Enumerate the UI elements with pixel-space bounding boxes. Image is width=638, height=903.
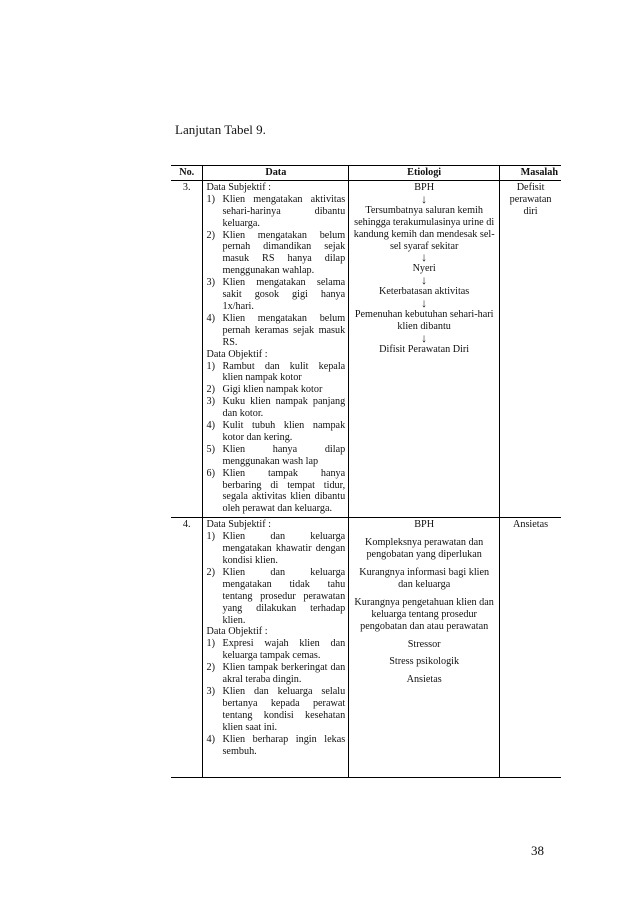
list-item — [206, 468, 345, 516]
table-header-row — [171, 166, 561, 181]
data-cell — [203, 518, 349, 778]
table-row — [171, 180, 561, 517]
etiologi-step: BPH — [414, 519, 435, 531]
objektif-label: Data Objektif : — [206, 626, 268, 638]
etiologi-step: Pemenuhan kebutuhan sehari-hari klien dibantu — [354, 309, 494, 333]
header-etiologi: Etiologi — [349, 166, 500, 181]
item-text: Klien dan keluarga mengatakan tidak tahu tentang prosedur perawatan yang dilakukan terhadap klien. — [222, 566, 346, 626]
item-text: Klien tampak berkeringat dan akral teraba dingin. — [222, 662, 346, 686]
etiologi-step: Tersumbatnya saluran kemih sehingga terakumulasinya urine di kandung kemih dan mendesak sel-sel syaraf sekitar — [353, 204, 495, 252]
subjektif-list — [206, 531, 345, 626]
item-text: Expresi wajah klien dan keluarga tampak cemas. — [222, 638, 346, 662]
item-number: 6) — [206, 467, 215, 479]
item-text: Klien tampak hanya berbaring di tempat tidur, segala aktivitas klien dibantu oleh perawat dan keluarga. — [222, 467, 346, 515]
table-row — [171, 518, 561, 778]
item-text: Kuku klien nampak panjang dan kotor. — [222, 396, 346, 420]
etiologi-step: Kurangnya pengetahuan klien dan keluarga tentang prosedur pengobatan dan atau perawatan — [354, 596, 494, 632]
item-number: 1) — [206, 531, 215, 543]
list-item — [206, 361, 345, 385]
item-number: 2) — [206, 662, 215, 674]
data-cell — [203, 180, 349, 517]
list-item — [206, 396, 345, 420]
objektif-list — [206, 361, 345, 516]
item-text: Klien berharap ingin lekas sembuh. — [222, 733, 346, 757]
arrow-down-icon: ↓ — [421, 331, 428, 346]
item-number: 1) — [206, 193, 215, 205]
row-number: 3. — [171, 180, 203, 517]
item-text: Gigi klien nampak kotor — [222, 384, 323, 396]
arrow-down-icon: ↓ — [421, 296, 428, 311]
list-item — [206, 194, 345, 230]
item-text: Klien dan keluarga mengatakan khawatir dengan kondisi klien. — [222, 531, 346, 566]
objektif-list — [206, 638, 345, 757]
etiologi-step: Stressor — [407, 638, 441, 650]
item-text: Klien mengatakan belum pernah dimandikan sejak masuk RS hanya dilap menggunakan wahlap. — [222, 229, 346, 277]
item-text: Kulit tubuh klien nampak kotor dan kering. — [222, 420, 346, 443]
item-text: Klien dan keluarga selalu bertanya kepada perawat tentang kondisi kesehatan klien saat ini. — [222, 685, 346, 733]
item-number: 3) — [206, 277, 215, 289]
subjektif-label: Data Subjektif : — [206, 519, 271, 531]
subjektif-label: Data Subjektif : — [206, 181, 271, 193]
item-text: Klien mengatakan belum pernah keramas sejak masuk RS. — [222, 312, 346, 348]
item-text: Klien mengatakan aktivitas sehari-harinya dibantu keluarga. — [222, 193, 346, 229]
list-item — [206, 567, 345, 627]
item-number: 3) — [206, 396, 215, 408]
header-no: No. — [171, 166, 203, 181]
row-number: 4. — [171, 518, 203, 778]
etiologi-cell — [349, 518, 500, 778]
etiologi-step: Difisit Perawatan Diri — [379, 344, 470, 356]
list-item — [206, 444, 345, 468]
table-caption: Lanjutan Tabel 9. — [175, 122, 266, 137]
list-item — [206, 384, 345, 396]
etiologi-cell — [349, 180, 500, 517]
masalah-cell: Ansietas — [500, 518, 561, 778]
page-number: 38 — [531, 843, 544, 858]
item-number: 4) — [206, 420, 215, 432]
arrow-down-icon: ↓ — [421, 273, 428, 288]
item-number: 1) — [206, 638, 215, 650]
etiologi-step: Keterbatasan aktivitas — [379, 286, 470, 298]
etiologi-step: BPH — [414, 181, 435, 193]
item-text: Rambut dan kulit kepala klien nampak kotor — [222, 360, 346, 384]
item-number: 4) — [206, 733, 215, 745]
list-item — [206, 662, 345, 686]
item-number: 3) — [206, 685, 215, 697]
list-item — [206, 686, 345, 734]
subjektif-list — [206, 194, 345, 349]
arrow-down-icon: ↓ — [421, 191, 428, 206]
item-number: 4) — [206, 312, 215, 324]
list-item — [206, 734, 345, 758]
item-number: 2) — [206, 229, 215, 241]
etiologi-step: Kurangnya informasi bagi klien dan keluarga — [359, 567, 490, 590]
header-masalah: Masalah — [500, 166, 561, 181]
item-text: Klien mengatakan selama sakit gosok gigi hanya 1x/hari. — [222, 277, 346, 312]
list-item — [206, 420, 345, 444]
item-number: 5) — [206, 443, 215, 455]
diagnosis-table — [171, 165, 561, 778]
etiologi-step: Kompleksnya perawatan dan pengobatan yang diperlukan — [365, 537, 484, 561]
etiologi-step: Ansietas — [406, 674, 442, 686]
etiologi-step: Nyeri — [412, 263, 436, 275]
list-item — [206, 531, 345, 567]
masalah-cell: Defisit perawatan diri — [500, 180, 561, 517]
item-number: 2) — [206, 566, 215, 578]
item-number: 2) — [206, 384, 215, 396]
list-item — [206, 638, 345, 662]
list-item — [206, 313, 345, 349]
header-data: Data — [203, 166, 349, 181]
list-item — [206, 277, 345, 313]
objektif-label: Data Objektif : — [206, 348, 268, 360]
etiologi-step: Stress psikologik — [389, 656, 460, 668]
item-text: Klien hanya dilap menggunakan wash lap — [222, 443, 346, 467]
arrow-down-icon: ↓ — [421, 250, 428, 265]
item-number: 1) — [206, 360, 215, 372]
list-item — [206, 230, 345, 278]
